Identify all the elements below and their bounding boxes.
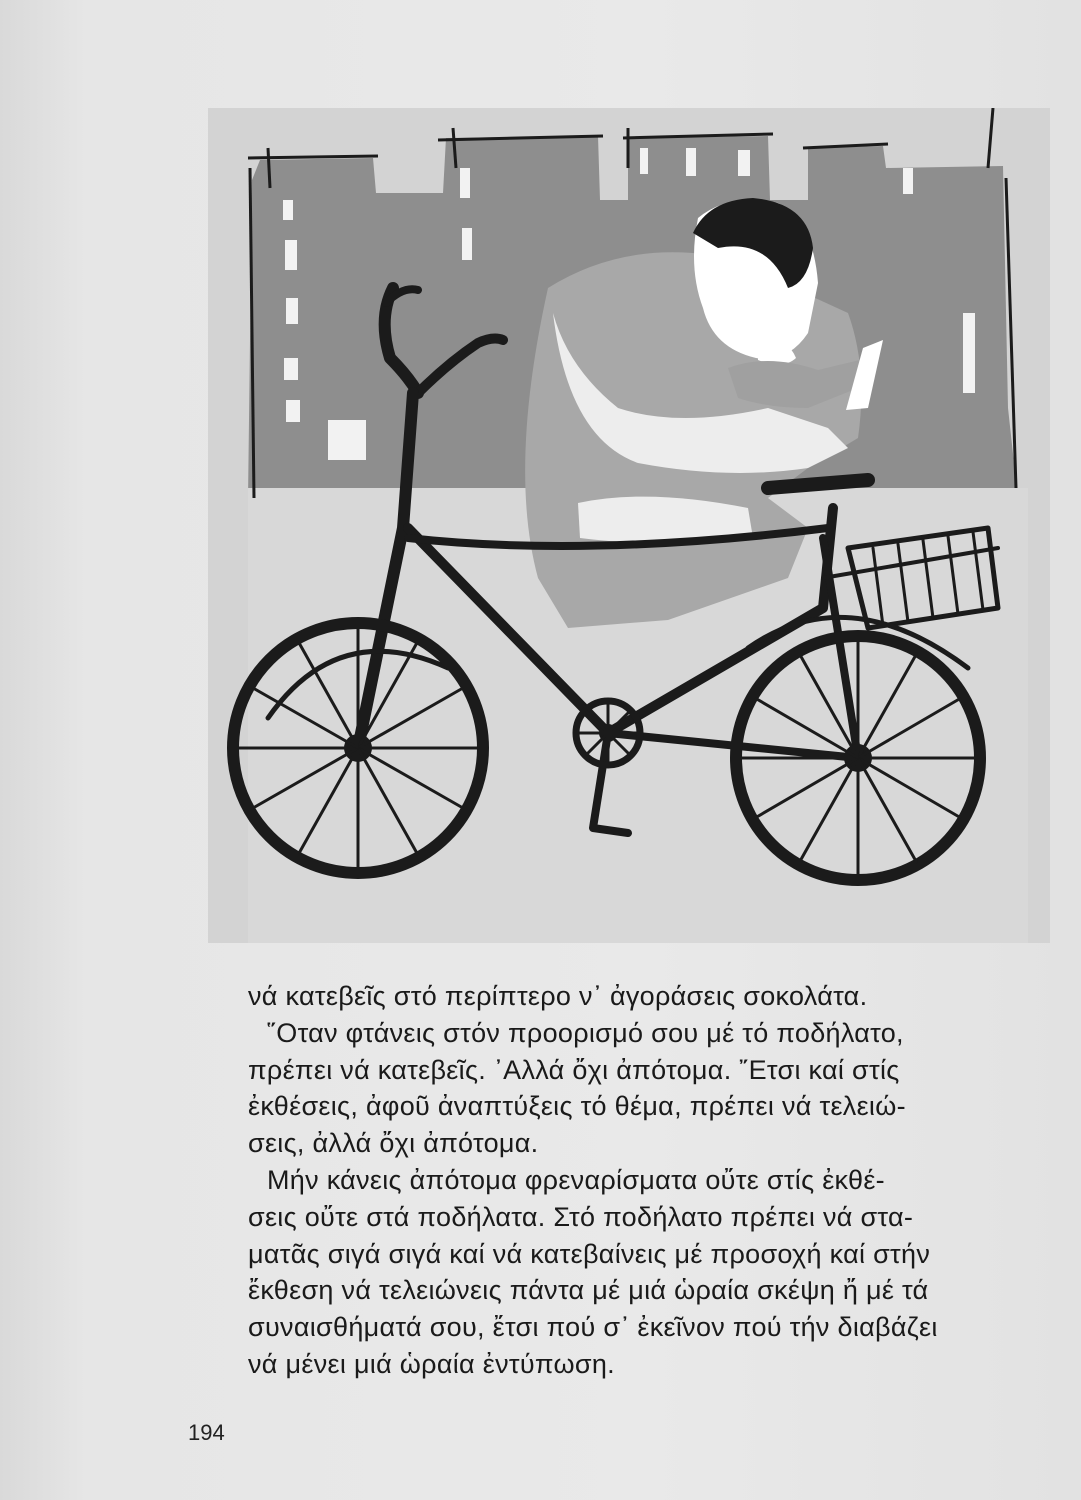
text-line: νά κατεβεῖς στό περίπτερο ν᾿ ἀγοράσεις σοκολάτα. <box>248 981 868 1011</box>
text-line: Μήν κάνεις ἀπότομα φρεναρίσματα οὔτε στίς ἐκθέ- <box>267 1164 885 1195</box>
text-line: ματᾶς σιγά σιγά καί νά κατεβαίνεις μέ προσοχή καί στήν <box>248 1238 931 1269</box>
text-line: ῞Οταν φτάνεις στόν προορισμό σου μέ τό ποδήλατο, <box>267 1017 904 1048</box>
text-line: πρέπει νά κατεβεῖς. ᾿Αλλά ὄχι ἀπότομα. ῎Ετσι καί στίς <box>248 1054 900 1085</box>
text-line: ἐκθέσεις, ἀφοῦ ἀναπτύξεις τό θέμα, πρέπει νά τελειώ- <box>248 1091 906 1122</box>
text-line: σεις οὔτε στά ποδήλατα. Στό ποδήλατο πρέπει νά στα- <box>248 1201 914 1232</box>
rear-wheel <box>736 636 980 880</box>
paragraph-1 <box>248 978 1048 1162</box>
front-wheel <box>233 623 483 873</box>
page-number: 194 <box>188 1420 225 1445</box>
text-line: ἔκθεση νά τελειώνεις πάντα μέ μιά ὡραία σκέψη ἤ μέ τά <box>248 1275 929 1306</box>
chainring <box>576 701 640 765</box>
paragraph-2 <box>248 1162 1048 1383</box>
bicycle-illustration <box>208 108 1050 943</box>
text-line: σεις, ἀλλά ὄχι ἀπότομα. <box>248 1128 539 1159</box>
text-line: νά μένει μιά ὡραία ἐντύπωση. <box>248 1348 615 1379</box>
text-line: συναισθήματά σου, ἔτσι πού σ᾿ ἐκεῖνον πού τήν διαβάζει <box>248 1312 938 1343</box>
body-text <box>248 978 1048 1383</box>
illustration-canvas <box>208 108 1050 943</box>
